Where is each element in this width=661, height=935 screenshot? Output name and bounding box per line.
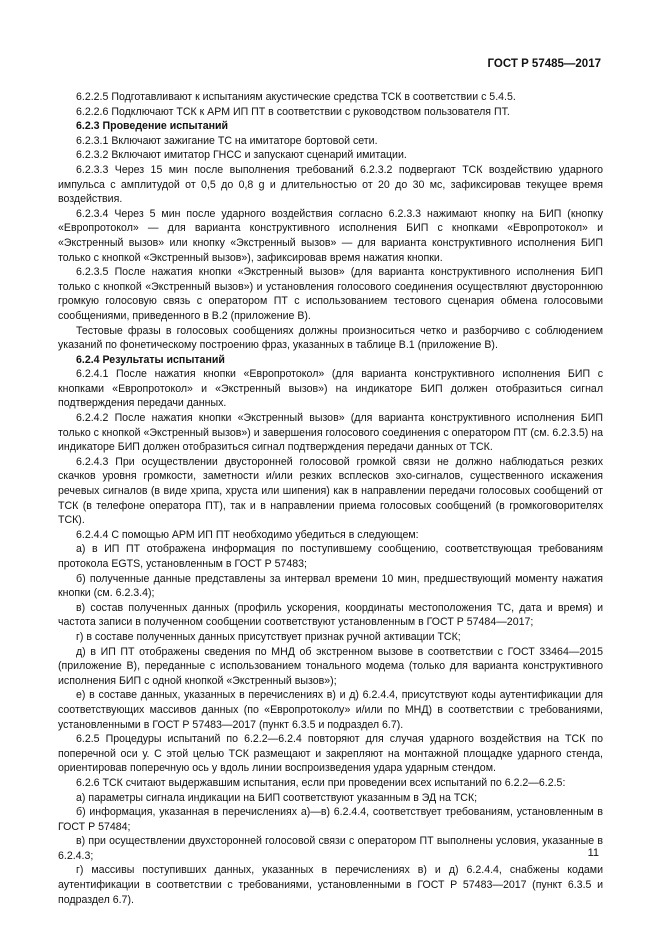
body-paragraph: 6.2.2.6 Подключают ТСК к АРМ ИП ПТ в соответствии с руководством пользователя ПТ. — [76, 105, 510, 118]
body-paragraph: 6.2.4.1 После нажатия кнопки «Европротокол» (для варианта конструктивного исполнения БИП с кнопками «Европротокол» и «Экстренный вызов») на индикаторе БИП должен отобразиться сигнал подтверждения передачи данных. — [58, 368, 603, 410]
body-paragraph: г) в составе полученных данных присутствует признак ручной активации ТСК; — [76, 630, 461, 643]
body-paragraph: 6.2.2.5 Подготавливают к испытаниям акустические средства ТСК в соответствии с 5.4.5. — [76, 91, 516, 103]
body-paragraph: 6.2.3.2 Включают имитатор ГНСС и запускают сценарий имитации. — [76, 149, 407, 162]
document-body — [58, 90, 603, 907]
body-paragraph: 6.2.4.3 При осуществлении двусторонней голосовой громкой связи не должно наблюдаться резких скачков уровня громкости, заметности и/или резких всплесков эхо-сигналов, существенного искажения речевых сигналов (в виде хрипа, хруста или шипения) как в направлении передачи голосовых сообщений от ТСК (в телефоне оператора ПТ), так и в направлении приема голосовых сообщений (в громкоговорителях ТСК). — [58, 455, 603, 527]
body-paragraph: 6.2.3.1 Включают зажигание ТС на имитаторе бортовой сети. — [76, 134, 378, 147]
body-paragraph: а) параметры сигнала индикации на БИП соответствуют указанным в ЭД на ТСК; — [76, 791, 478, 804]
body-paragraph: е) в составе данных, указанных в перечислениях в) и д) 6.2.4.4, присутствуют коды аутентификации для соответствующих массивов данных (по «Европротоколу» и/или по МНД) в соответствии с требованиями, установленными в ГОСТ Р 57483—2017 (пункт 6.3.5 и подраздел 6.7). — [58, 689, 603, 731]
body-paragraph: в) состав полученных данных (профиль ускорения, координаты местоположения ТС, дата и время) и частота записи в полученном сообщении соответствуют установленным в ГОСТ Р 57484—2017; — [58, 601, 603, 629]
body-paragraph: Тестовые фразы в голосовых сообщениях должны произноситься четко и разборчиво с соблюдением указаний по фонетическому построению фраз, указанных в таблице В.1 (приложение В). — [58, 324, 603, 352]
body-paragraph: 6.2.3.3 Через 15 мин после выполнения требований 6.2.3.2 подвергают ТСК воздействию ударного импульса с амплитудой от 0,5 до 0,8 g и длительностью от 20 до 30 мс, зафиксировав текущее время воздействия. — [58, 163, 603, 206]
page-number: 11 — [587, 847, 599, 859]
body-paragraph: 6.2.3.5 После нажатия кнопки «Экстренный вызов» (для варианта конструктивного исполнения БИП только с кнопкой «Экстренный вызов») и установления голосового соединения осуществляют двустороннюю громкую голосовую связь с оператором ПТ с использованием тестового сценария обмена голосовыми сообщениями, приведенного в В.2 (приложение В). — [58, 266, 603, 322]
body-paragraph: а) в ИП ПТ отображена информация по поступившему сообщению, соответствующая требованиям протокола EGTS, установленным в ГОСТ Р 57483; — [58, 543, 603, 570]
section-heading: 6.2.4 Результаты испытаний — [76, 353, 225, 366]
body-paragraph: 6.2.5 Процедуры испытаний по 6.2.2—6.2.4 повторяют для случая ударного воздействия на ТСК по поперечной оси у. С этой целью ТСК размещают и закрепляют на монтажной площадке ударного стенда, ориентировав поперечную ось у вдоль линии воспроизведения удара ударным стендом. — [58, 733, 603, 775]
body-paragraph: д) в ИП ПТ отображены сведения по МНД об экстренном вызове в соответствии с ГОСТ 33464—2015 (приложение В), переданные с использованием тонального модема (только для варианта конструктивного исполнения БИП с одной кнопкой «Экстренный вызов»); — [58, 645, 603, 687]
body-paragraph: 6.2.4.4 С помощью АРМ ИП ПТ необходимо убедиться в следующем: — [76, 528, 419, 541]
body-paragraph: 6.2.3.4 Через 5 мин после ударного воздействия согласно 6.2.3.3 нажимают кнопку на БИП (кнопку «Европротокол» — для варианта конструктивного исполнения БИП с кнопками «Европротокол» и «Экстренный вызов» или кнопку «Экстренный вызов» — для варианта конструктивного исполнения БИП только с кнопкой «Экстренный вызов»), зафиксировав время нажатия кнопки. — [58, 207, 603, 264]
body-paragraph: б) полученные данные представлены за интервал времени 10 мин, предшествующий моменту нажатия кнопки (см. 6.2.3.4); — [58, 572, 603, 600]
body-paragraph: в) при осуществлении двухсторонней голосовой связи с оператором ПТ выполнены условия, указанные в 6.2.4.3; — [58, 835, 603, 862]
section-heading: 6.2.3 Проведение испытаний — [76, 120, 229, 133]
body-paragraph: г) массивы поступивших данных, указанных в перечислениях в) и д) 6.2.4.4, снабжены кодами аутентификации в соответствии с требованиями, установленными в ГОСТ Р 57483—2017 (пункт 6.3.5 и подраздел 6.7). — [58, 864, 603, 906]
body-paragraph: б) информация, указанная в перечислениях а)—в) 6.2.4.4, соответствует требованиям, установленным в ГОСТ Р 57484; — [58, 806, 603, 833]
body-paragraph: 6.2.6 ТСК считают выдержавшим испытания, если при проведении всех испытаний по 6.2.2—6.2.5: — [76, 776, 566, 789]
body-paragraph: 6.2.4.2 После нажатия кнопки «Экстренный вызов» (для варианта конструктивного исполнения БИП только с кнопкой «Экстренный вызов») и завершения голосового соединения с оператором ПТ (см. 6.2.3.5) на индикаторе БИП должен отобразиться сигнал подтверждения передачи данных от ТСК. — [58, 412, 604, 454]
document-code-header: ГОСТ Р 57485—2017 — [487, 58, 601, 70]
